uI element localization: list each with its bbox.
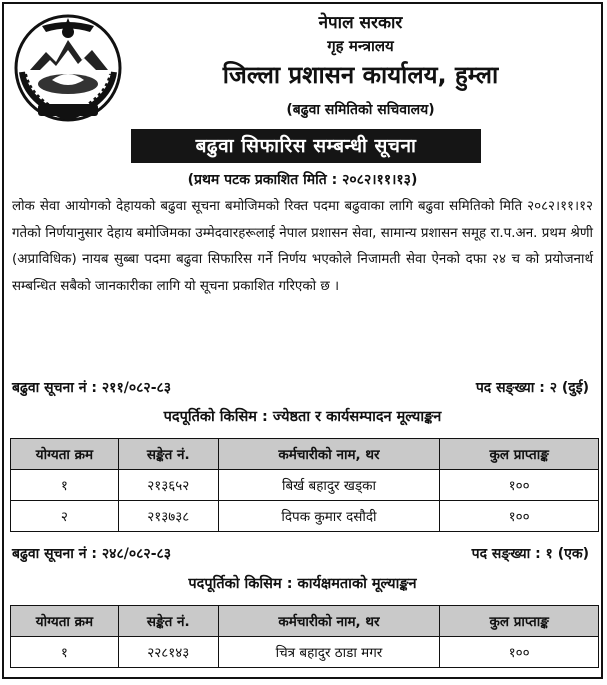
code-number: २२८१४३ [118, 637, 218, 668]
employee-name: बिर्ख बहादुर खड्का [218, 470, 440, 501]
column-header: कुल प्राप्ताङ्क [440, 439, 599, 470]
column-header: योग्यता क्रम [11, 439, 119, 470]
column-header: सङ्केत नं. [118, 439, 218, 470]
employee-name: दिपक कुमार दसौदी [218, 501, 440, 532]
merit-rank: १ [11, 637, 119, 668]
notice-reference-2 [12, 544, 589, 566]
notice-reference-1 [12, 378, 589, 400]
table-header-row [11, 439, 599, 470]
notice-body: लोक सेवा आयोगको देहायको बढुवा सूचना बमोजिमको रिक्त पदमा बढुवाका लागि बढुवा समितिको मिति २०८२।११।१२ गतेको निर्णयानुसार देहाय बमोजिमका उम्मेदवारहरूलाई नेपाल प्रशासन सेवा, सामान्य प्रशासन समूह रा.प.अन. प्रथम श्रेणी (अप्राविधिक) नायब सुब्बा पदमा बढुवा सिफारिस गर्ने निर्णय भएकोले निजामती सेवा ऐनको दफा २४ च को प्रयोजनार्थ सम्बन्धित सबैको जानकारीका लागि यो सूचना प्रकाशित गरिएको छ । [12, 199, 593, 294]
published-date: (प्रथम पटक प्रकाशित मिति : २०८२।११।१३) [187, 172, 418, 188]
post-count: पद सङ्ख्या : १ (एक) [471, 546, 589, 562]
candidate-table-2 [10, 605, 599, 668]
candidate-table-1 [10, 438, 599, 532]
table-row [11, 637, 599, 668]
total-score: १०० [440, 637, 599, 668]
office-name: जिल्ला प्रशासन कार्यालय, हुम्ला [222, 61, 499, 89]
notice-number: बढुवा सूचना नं : २११/०८२-८३ [12, 380, 172, 396]
government-name: नेपाल सरकार [318, 13, 403, 33]
column-header: कर्मचारीको नाम, थर [218, 606, 440, 637]
table-header-row [11, 606, 599, 637]
column-header: योग्यता क्रम [11, 606, 119, 637]
code-number: २१३६५२ [118, 470, 218, 501]
table-row [11, 501, 599, 532]
merit-rank: १ [11, 470, 119, 501]
table-row [11, 470, 599, 501]
column-header: सङ्केत नं. [118, 606, 218, 637]
code-number: २१३७३८ [118, 501, 218, 532]
column-header: कुल प्राप्ताङ्क [440, 606, 599, 637]
notice-page [2, 2, 603, 679]
merit-rank: २ [11, 501, 119, 532]
fulfillment-method: पदपूर्तिको किसिम : ज्येष्ठता र कार्यसम्पादन मूल्याङ्कन [163, 409, 442, 425]
nepal-government-emblem-icon [12, 12, 124, 124]
total-score: १०० [440, 470, 599, 501]
employee-name: चित्र बहादुर ठाडा मगर [218, 637, 440, 668]
ministry-name: गृह मन्त्रालय [327, 37, 394, 55]
column-header: कर्मचारीको नाम, थर [218, 439, 440, 470]
total-score: १०० [440, 501, 599, 532]
post-count: पद सङ्ख्या : २ (दुई) [475, 380, 589, 396]
secretariat-name: (बढुवा समितिको सचिवालय) [286, 102, 435, 118]
fulfillment-method: पदपूर्तिको किसिम : कार्यक्षमताको मूल्याङ्कन [188, 576, 417, 592]
notice-number: बढुवा सूचना नं : २४८/०८२-८३ [12, 546, 172, 562]
notice-title: बढुवा सिफारिस सम्बन्धी सूचना [131, 129, 481, 163]
